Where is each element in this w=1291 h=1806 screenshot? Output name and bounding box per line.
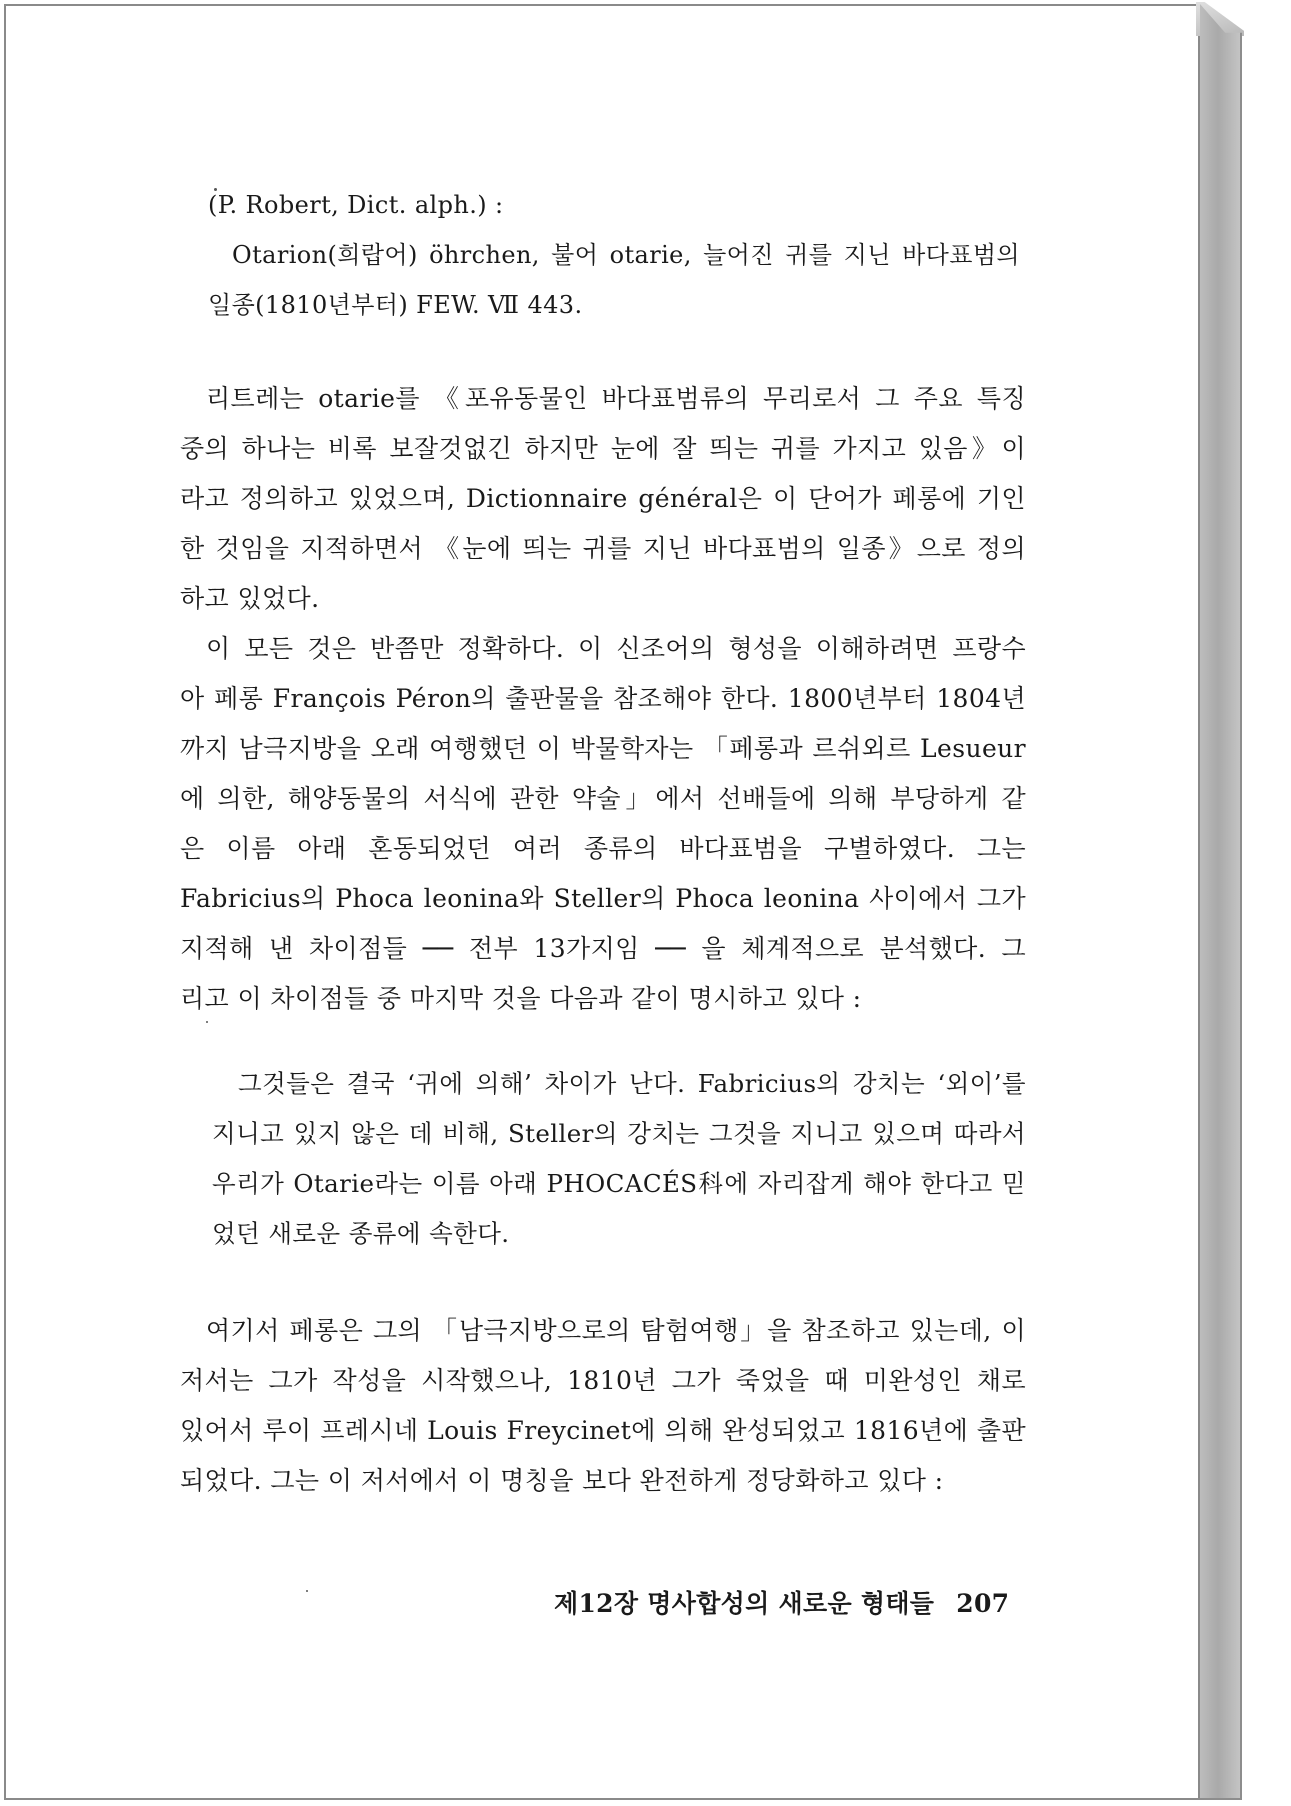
paragraph: [180, 374, 1026, 624]
text-line: 되었다. 그는 이 저서에서 이 명칭을 보다 완전하게 정당화하고 있다 :: [180, 1466, 944, 1495]
paragraph: [180, 1306, 1026, 1506]
text-line: 하고 있었다.: [180, 584, 320, 613]
page-stack-edge: [1200, 4, 1242, 1800]
text-line: 리트레는 otarie를 《포유동물인 바다표범류의 무리로서 그 주요 특징: [206, 384, 1026, 413]
quote-line: 었던 새로운 종류에 속한다.: [212, 1219, 510, 1248]
block-quote: [212, 1059, 1026, 1259]
quote-line: 그것들은 결국 ‘귀에 의해’ 차이가 난다. Fabricius의 강치는 ‘외이’를: [238, 1069, 1026, 1098]
text-line: 아 페롱 François Péron의 출판물을 참조해야 한다. 1800년부터 1804년: [180, 684, 1026, 713]
text-line: 한 것임을 지적하면서 《눈에 띄는 귀를 지닌 바다표범의 일종》으로 정의: [180, 534, 1026, 563]
print-speck: [306, 1590, 308, 1592]
text-line: 은 이름 아래 혼동되었던 여러 종류의 바다표범을 구별하였다. 그는: [180, 834, 1026, 863]
text-line: 지적해 낸 차이점들 ── 전부 13가지임 ── 을 체계적으로 분석했다. 그: [180, 934, 1026, 963]
text-line: 리고 이 차이점들 중 마지막 것을 다음과 같이 명시하고 있다 :: [180, 984, 862, 1013]
text-line: 까지 남극지방을 오래 여행했던 이 박물학자는 「페롱과 르쉬외르 Lesueur: [180, 734, 1026, 763]
text-line: 저서는 그가 작성을 시작했으나, 1810년 그가 죽었을 때 미완성인 채로: [180, 1366, 1026, 1395]
text-line: 에 의한, 해양동물의 서식에 관한 약술」에서 선배들에 의해 부당하게 같: [180, 784, 1026, 813]
text-line: 이 모든 것은 반쯤만 정확하다. 이 신조어의 형성을 이해하려면 프랑수: [206, 634, 1026, 663]
quote-line: 지니고 있지 않은 데 비해, Steller의 강치는 그것을 지니고 있으며 따라서: [212, 1119, 1026, 1148]
page-number: 207: [956, 1589, 1010, 1618]
citation-line: 일종(1810년부터) FEW. Ⅶ 443.: [208, 291, 583, 319]
text-line: 라고 정의하고 있었으며, Dictionnaire général은 이 단어가 페롱에 기인: [180, 484, 1026, 513]
text-line: 여기서 페롱은 그의 「남극지방으로의 탐험여행」을 참조하고 있는데, 이: [206, 1316, 1026, 1345]
quote-line: 우리가 Otarie라는 이름 아래 PHOCACÉS科에 자리잡게 해야 한다고 믿: [212, 1169, 1026, 1198]
running-footer: [554, 1584, 1009, 1620]
citation-line: Otarion(희랍어) öhrchen, 불어 otarie, 늘어진 귀를 지닌 바다표범의: [232, 241, 1020, 269]
citation-block: [182, 180, 1020, 330]
text-line: 있어서 루이 프레시네 Louis Freycinet에 의해 완성되었고 1816년에 출판: [180, 1416, 1026, 1445]
chapter-title: 제12장 명사합성의 새로운 형태들: [554, 1589, 935, 1618]
text-line: Fabricius의 Phoca leonina와 Steller의 Phoca leonina 사이에서 그가: [180, 884, 1026, 913]
paragraph: [180, 624, 1026, 1024]
book-page: [4, 4, 1200, 1800]
citation-line: (P. Robert, Dict. alph.) :: [208, 191, 504, 219]
text-line: 중의 하나는 비록 보잘것없긴 하지만 눈에 잘 띄는 귀를 가지고 있음》이: [180, 434, 1026, 463]
